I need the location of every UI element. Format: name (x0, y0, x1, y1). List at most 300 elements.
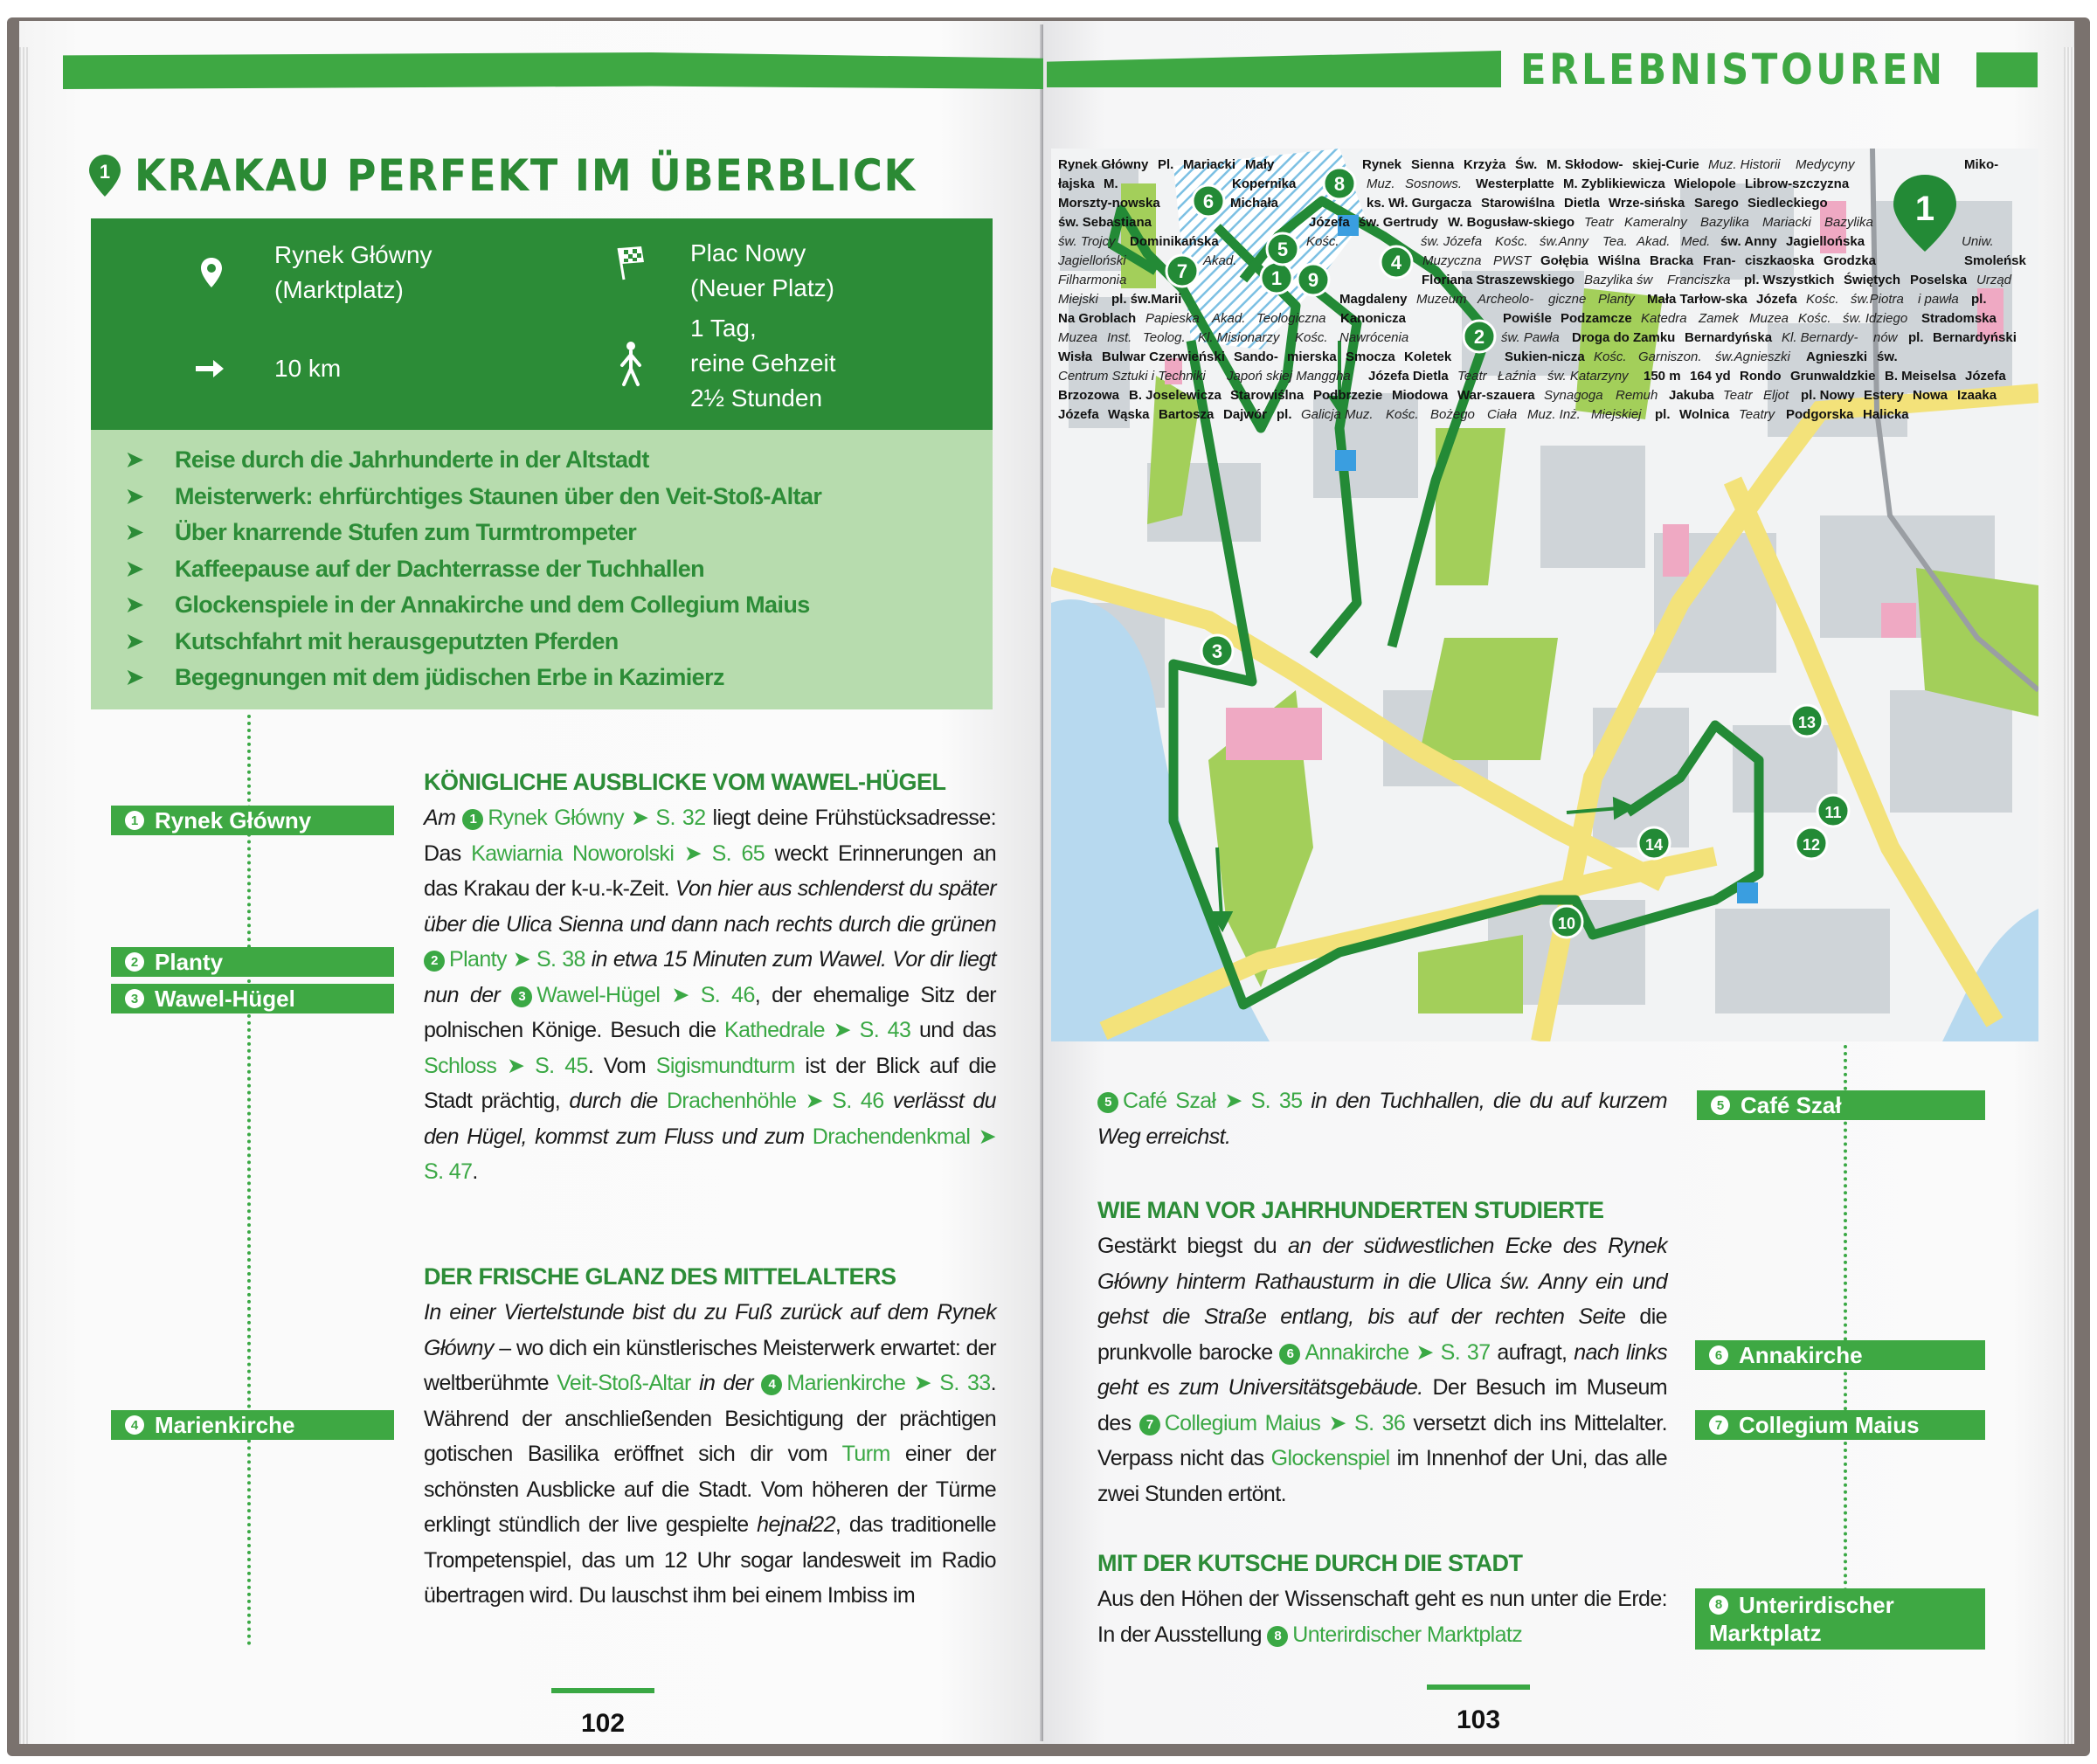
info-icon (1737, 882, 1758, 903)
page-ref[interactable]: ➤ S. 47 (424, 1124, 996, 1184)
map-label: B. Meiselsa (1885, 369, 1956, 384)
bullet-arrow-icon: ➤ (126, 593, 143, 618)
map-label: Mariacki (1762, 215, 1811, 230)
text-run: verlässt du den Hügel, kommst zum Fluss und zum (424, 1089, 996, 1149)
text-run: Der Besuch im Museum des (1097, 1375, 1667, 1435)
map-label: Muz. (1367, 176, 1395, 191)
map-label: św.Anny (1540, 234, 1588, 249)
map-label: Podzamcze (1561, 311, 1632, 326)
stop-number-icon: 3 (511, 986, 532, 1007)
map-label: Bożego (1430, 407, 1475, 422)
map-label: Jagielloński (1058, 253, 1126, 268)
route-dotted-line (1844, 1045, 1847, 1606)
map-label: Kopernika (1232, 176, 1297, 191)
map-label: Podbrzezie (1313, 388, 1383, 403)
map-label: Urząd (1976, 273, 2012, 287)
page-ref[interactable]: ➤ S. 36 (1320, 1410, 1406, 1435)
map-label: Muzyczna (1422, 253, 1482, 268)
highlight-text: Kaffeepause auf der Dachterrasse der Tuchhallen (175, 555, 705, 582)
map-stop-number: 14 (1644, 836, 1664, 854)
side-label-annakirche (1695, 1340, 1985, 1370)
map-label: pl. (1277, 407, 1292, 422)
map-stop-marker-8[interactable] (1324, 168, 1355, 199)
text-run: an der südwestlichen Ecke des Rynek Główny hinterm Rathausturm in die Ulica św. Anny ein und gehst die Straße entlang, bis auf der rechten Seite (1097, 1234, 1667, 1329)
section-heading: DER FRISCHE GLANZ DES MITTELALTERS (424, 1263, 896, 1290)
map-label: Zamek (1699, 311, 1739, 326)
checkered-flag-icon (612, 243, 647, 278)
map-label: św. (1877, 349, 1898, 364)
map-label: pl. (1971, 292, 1987, 307)
section-body (424, 1295, 996, 1614)
map-stop-number: 2 (1473, 326, 1485, 348)
map-label: mierska (1287, 349, 1337, 364)
link-rynek-glowny[interactable]: Rynek Główny (488, 806, 625, 830)
link-drachendenkmal[interactable]: Drachendenkmal (812, 1124, 971, 1149)
text-run: die prunkvolle barocke (1097, 1304, 1667, 1365)
map-stop-number: 8 (1333, 173, 1346, 195)
page-ref[interactable]: ➤ S. 65 (674, 840, 765, 866)
link-annakirche[interactable]: Annakirche (1305, 1339, 1409, 1365)
map-label: M. Zyblikiewicza (1563, 176, 1665, 191)
walking-person-icon (613, 341, 648, 388)
tour-pin-icon (87, 153, 122, 198)
stop-number-icon: 1 (125, 811, 144, 830)
map-label: giczne (1548, 292, 1587, 307)
map-label: pl. (1655, 407, 1671, 422)
stop-number-icon: 2 (125, 952, 144, 972)
side-label-text: Annakirche (1739, 1341, 1863, 1368)
page-ref[interactable]: ➤ S. 32 (624, 806, 706, 830)
map-label: Józefa (1058, 407, 1099, 422)
map-label: Sukien-nicza (1505, 349, 1585, 364)
map-label: Poselska (1910, 273, 1968, 287)
map-label: Grodzka (1824, 253, 1877, 268)
map-label: Remuh (1616, 388, 1658, 403)
text-run: aufragt, (1490, 1339, 1574, 1365)
map-stop-marker-13[interactable] (1791, 705, 1823, 737)
map-label: Grunwaldzkie (1790, 369, 1876, 384)
map-stop-marker-6[interactable] (1193, 185, 1224, 217)
page-number-text: 102 (580, 1709, 626, 1738)
stop-number-icon: 2 (424, 951, 445, 972)
start-line1: Rynek Główny (274, 241, 433, 268)
map-label: Med. (1681, 234, 1711, 249)
map-label: Krzyża (1464, 157, 1506, 172)
info-distance (274, 351, 341, 386)
map-label: Łaźnia (1498, 369, 1537, 384)
map-label: Teatr (1723, 388, 1753, 403)
map-label: Bulwar Czerwieński (1102, 349, 1225, 364)
link-unterirdischer-marktplatz[interactable]: Unterirdischer Marktplatz (1292, 1622, 1523, 1647)
map-stop-marker-11[interactable] (1817, 795, 1849, 827)
highlight-item (126, 479, 993, 515)
map-label: pl. św.Marii (1111, 292, 1182, 307)
page-number-right (1426, 1684, 1531, 1735)
map-label: św. Anny (1720, 234, 1777, 249)
page-ref[interactable]: ➤ S. 45 (496, 1053, 588, 1078)
bullet-arrow-icon: ➤ (126, 448, 143, 473)
text-run: Gestärkt biegst du (1097, 1234, 1288, 1258)
map-label: Brzozowa (1058, 388, 1120, 403)
map-label: św. Katarzyny (1547, 369, 1629, 384)
map-stop-marker-4[interactable] (1381, 246, 1412, 278)
link-turm[interactable]: Turm (841, 1442, 890, 1466)
bullet-arrow-icon: ➤ (126, 557, 143, 581)
map-label: św. Gertrudy (1359, 215, 1439, 230)
text-run: Aus den Höhen der Wissenschaft geht es nun unter die Erde: In der Ausstellung (1097, 1587, 1667, 1647)
map-stop-number: 4 (1390, 252, 1402, 273)
map-label: skiej-Curie (1632, 157, 1699, 172)
highlight-item (126, 587, 993, 624)
duration-line2: reine Gehzeit (690, 349, 836, 377)
stop-number-icon: 6 (1709, 1345, 1728, 1365)
text-run: In einer Viertelstunde bist du zu Fuß zurück auf dem Rynek Główny (424, 1300, 996, 1360)
map-label: Muz. Historii (1708, 157, 1781, 172)
map-stop-number: 5 (1277, 239, 1289, 260)
text-run: . (472, 1159, 478, 1184)
map-label: Kośc. (1295, 330, 1328, 345)
map-label: Teatry (1739, 407, 1775, 422)
map-stop-number: 9 (1307, 269, 1319, 291)
side-label-text: Marktplatz (1709, 1620, 1822, 1646)
map-label: Teatr (1584, 215, 1614, 230)
map-stop-marker-12[interactable] (1796, 827, 1827, 859)
highlight-item (126, 515, 993, 551)
map-label: Magdaleny (1339, 292, 1408, 307)
map-label: Pl. (1158, 157, 1174, 172)
map-label: Koletek (1404, 349, 1452, 364)
map-stop-number: 13 (1797, 714, 1817, 731)
text-run: im Innenhof der Uni, das alle zwei Stunden ertönt. (1097, 1446, 1667, 1506)
map-label: łajska (1058, 176, 1095, 191)
map-label: Bazylika (1824, 215, 1873, 230)
location-pin-icon (194, 255, 229, 290)
duration-line3: 2½ Stunden (690, 384, 823, 412)
map-label: PWST (1493, 253, 1532, 268)
map-label: Michała (1230, 196, 1279, 211)
side-label-marienkirche (111, 1410, 394, 1440)
side-label-planty (111, 947, 394, 977)
page-number-text: 103 (1456, 1705, 1501, 1734)
link-cafe-szal[interactable]: Café Szał (1123, 1089, 1216, 1113)
map-label: Rynek (1362, 157, 1402, 172)
map-label: Agnieszki (1806, 349, 1868, 364)
highlight-item (126, 660, 993, 696)
page-number-bar (551, 1688, 654, 1693)
map-stop-marker-10[interactable] (1551, 906, 1582, 937)
map-label: Wiślna (1598, 253, 1641, 268)
map-label: Józefa (1965, 369, 2006, 384)
map-label: Wolnica (1679, 407, 1730, 422)
map-label: Bazylika św (1584, 273, 1653, 287)
link-veit-stoss-altar[interactable]: Veit-Stoß-Altar (557, 1371, 691, 1395)
stop-number-icon: 4 (761, 1374, 782, 1395)
map-label: Muzeum (1416, 292, 1467, 307)
map-label: Droga do Zamku (1572, 330, 1676, 345)
map-label: Wisła (1058, 349, 1093, 364)
route-dotted-line (247, 715, 251, 1646)
map-stop-number: 10 (1557, 915, 1576, 932)
map-label: Synagoga (1544, 388, 1603, 403)
map-label: Smoleńsk (1964, 253, 2026, 268)
map-label: Morszty-nowska (1058, 196, 1160, 211)
highlight-text: Reise durch die Jahrhunderte in der Altstadt (175, 446, 649, 474)
map-label: Akad. (1637, 234, 1671, 249)
stop-number-icon: 6 (1279, 1344, 1300, 1365)
page-edge (19, 47, 30, 1744)
link-glockenspiel[interactable]: Glockenspiel (1270, 1446, 1390, 1470)
map-label: Kośc. (1386, 407, 1419, 422)
map-label: Kameralny (1624, 215, 1687, 230)
page-number-bar (1427, 1684, 1530, 1690)
map-label: św. Trojcy (1058, 234, 1116, 249)
page-ref[interactable]: ➤ S. 46 (660, 982, 755, 1007)
text-run: . Während der anschließenden Besichtigung der prächtigen gotischen Basilika eröffnet sich dir vom (424, 1371, 996, 1466)
map-label: M. (1104, 176, 1118, 191)
map-label: Rynek Główny (1058, 157, 1149, 172)
stop-number-icon: 8 (1709, 1595, 1728, 1615)
map-label: Jakuba (1669, 388, 1714, 403)
map-label: Uniw. (1962, 234, 1994, 249)
text-run: hejnał22 (757, 1512, 835, 1537)
highlight-text: Begegnungen mit dem jüdischen Erbe in Kazimierz (175, 664, 724, 691)
map-label: Muzea (1058, 330, 1098, 345)
map-stop-marker-9[interactable] (1298, 264, 1329, 295)
text-run: ist der Blick auf die Stadt prächtig, (424, 1053, 997, 1113)
map-label: Miejski (1058, 292, 1098, 307)
map-label: Dajwór (1223, 407, 1268, 422)
map-label: Fran- (1703, 253, 1736, 268)
text-run: nach links geht es zum Universitätsgebäude. (1097, 1339, 1667, 1400)
section-2 (424, 1258, 996, 1614)
map-label: Podgorska (1786, 407, 1854, 422)
map-label: Tea. (1602, 234, 1628, 249)
map-label: Miejskiej (1591, 407, 1642, 422)
map-label: Centrum Sztuki i Techniki (1058, 369, 1206, 384)
map-label: Starowiślna (1481, 196, 1555, 211)
info-start (274, 238, 433, 308)
page-ref[interactable]: ➤ S. 35 (1215, 1089, 1303, 1113)
page-ref[interactable]: ➤ S. 37 (1408, 1339, 1491, 1365)
map-label: pl. Wszystkich (1744, 273, 1835, 287)
bullet-arrow-icon: ➤ (126, 521, 143, 545)
map-label: Estery (1864, 388, 1904, 403)
map-label: Miodowa (1392, 388, 1449, 403)
map-label: pl. Nowy (1801, 388, 1855, 403)
map-label: Sando- (1234, 349, 1278, 364)
text-run: – wo dich ein künstlerisches Meisterwerk erwartet: der weltberühmte (424, 1335, 996, 1395)
map-svg (1051, 149, 2038, 1041)
map-label: Halicka (1863, 407, 1909, 422)
section-0-continued (1097, 1083, 1667, 1154)
map-label: Kośc. (1806, 292, 1839, 307)
page-ref[interactable]: ➤ S. 33 (905, 1371, 991, 1395)
text-run: , das traditionelle Trompetenspiel, das um 12 Uhr sogar landesweit im Radio übertragen wird. Du lauschst ihm bei einem Imbiss im (424, 1512, 996, 1608)
map-stop-number: 7 (1176, 260, 1188, 282)
map-label: Muz. Inż. (1527, 407, 1581, 422)
highlight-text: Meisterwerk: ehrfürchtiges Staunen über den Veit-Stoß-Altar (175, 482, 822, 509)
arrow-right-icon (192, 351, 227, 386)
highlight-item (126, 442, 993, 479)
map-stop-number: 11 (1824, 804, 1842, 821)
link-planty[interactable]: Planty (449, 947, 507, 972)
map-scale-label: 164 yd (1690, 369, 1731, 384)
top-band-right-end (1976, 52, 2038, 87)
map-label: Kanonicza (1340, 311, 1407, 326)
stop-number-icon: 5 (1097, 1092, 1118, 1113)
map-label: Dietla (1564, 196, 1600, 211)
tour-map[interactable] (1051, 149, 2038, 1041)
map-label: Archeolo- (1478, 292, 1534, 307)
text-run: , der ehemalige Sitz der polnischen Könige. Besuch die (424, 982, 996, 1042)
map-label: Smocza (1346, 349, 1395, 364)
map-label: Na Groblach (1058, 311, 1137, 326)
highlight-text: Glockenspiele in der Annakirche und dem Collegium Maius (175, 591, 810, 619)
map-label: Japoń skiej Manggha (1227, 369, 1351, 384)
stop-number-icon: 7 (1139, 1415, 1160, 1435)
section-body (424, 800, 996, 1190)
map-label: Filharmonia (1058, 273, 1127, 287)
map-stop-number: 12 (1802, 836, 1821, 854)
map-label: B. Joselewicza (1129, 388, 1222, 403)
map-label: M. Skłodow- (1547, 157, 1623, 172)
map-label: Siedleckiego (1748, 196, 1828, 211)
map-stop-marker-2[interactable] (1464, 321, 1495, 352)
map-label: Sosnows. (1405, 176, 1463, 191)
map-label: Józefa Dietla (1368, 369, 1449, 384)
map-label: ks. Wł. Gurgacza (1367, 196, 1472, 211)
side-label-text: Rynek Główny (155, 806, 312, 834)
link-kawiarnia[interactable]: Kawiarnia Noworolski (471, 840, 675, 866)
bullet-arrow-icon: ➤ (126, 629, 143, 654)
map-label: Józefa (1756, 292, 1797, 307)
map-label: Wąska (1108, 407, 1150, 422)
side-label-text: Unterirdischer (1739, 1592, 1894, 1618)
map-label: Bazylika (1700, 215, 1749, 230)
map-stop-number: 3 (1211, 640, 1223, 662)
link-wawel[interactable]: Wawel-Hügel (536, 982, 661, 1007)
highlights-list (91, 430, 993, 709)
map-label: Floriana Straszewskiego (1422, 273, 1575, 287)
page-ref[interactable]: ➤ S. 46 (796, 1089, 884, 1113)
text-run: in den Tuchhallen, die du auf kurzem Weg erreichst. (1097, 1089, 1667, 1149)
map-label: Bracka (1650, 253, 1694, 268)
info-duration (690, 311, 836, 416)
map-label: Kośc. (1594, 349, 1627, 364)
section-body (1097, 1083, 1667, 1154)
link-collegium-maius[interactable]: Collegium Maius (1164, 1410, 1321, 1435)
map-label: Kośc. (1495, 234, 1528, 249)
map-stop-marker-1[interactable] (1261, 262, 1292, 294)
side-label-text: Wawel-Hügel (155, 985, 295, 1012)
text-run: Am (424, 806, 463, 830)
map-label: Józefa (1309, 215, 1350, 230)
map-label: Bernardyńska (1685, 330, 1773, 345)
map-label: św. Idziego (1843, 311, 1908, 326)
section-body (1097, 1581, 1667, 1652)
map-label: Akad. (1212, 311, 1246, 326)
page-ref[interactable]: ➤ S. 43 (824, 1018, 911, 1042)
map-label: Sarego (1694, 196, 1739, 211)
map-stop-marker-5[interactable] (1267, 233, 1298, 265)
map-stop-marker-7[interactable] (1166, 255, 1198, 287)
link-schloss[interactable]: Schloss (424, 1053, 497, 1078)
link-marienkirche[interactable]: Marienkirche (786, 1371, 906, 1395)
side-label-text: Planty (155, 948, 224, 975)
map-label: Ciała (1487, 407, 1518, 422)
map-label: Galicja Muz. (1301, 407, 1374, 422)
text-run: Von hier aus schlenderst du später über die Ulica Sienna und dann nach rechts durch die grünen (424, 876, 996, 937)
top-band-left (63, 52, 1043, 89)
map-label: Stradomska (1921, 311, 1997, 326)
highlight-item (126, 624, 993, 661)
page-edge (2064, 47, 2074, 1744)
map-label: W. Bogusław-skiego (1448, 215, 1575, 230)
map-label: Kośc. (1306, 234, 1339, 249)
link-sigismundturm[interactable]: Sigismundturm (655, 1053, 795, 1078)
bullet-arrow-icon: ➤ (126, 484, 143, 508)
map-label: Inst. (1107, 330, 1132, 345)
map-label: Katedra (1641, 311, 1687, 326)
section-heading: KÖNIGLICHE AUSBLICKE VOM WAWEL-HÜGEL (424, 769, 946, 795)
stop-number-icon: 5 (1711, 1096, 1730, 1115)
map-stop-marker-3[interactable] (1201, 635, 1233, 667)
map-label: Dominikańska (1130, 234, 1219, 249)
map-label: Św. (1515, 157, 1538, 172)
map-label: Świętych (1844, 273, 1901, 287)
text-run: durch die (569, 1089, 667, 1113)
side-label-rynek (111, 806, 394, 835)
map-label: ciszkaoska (1745, 253, 1815, 268)
stop-number-icon: 4 (125, 1415, 144, 1435)
side-label-text: Café Szał (1741, 1091, 1842, 1118)
map-stop-number: 6 (1202, 190, 1215, 212)
end-line1: Plac Nowy (690, 239, 806, 266)
start-line2: (Marktplatz) (274, 276, 404, 303)
map-label: Gołębia (1540, 253, 1589, 268)
map-label: Sienna (1411, 157, 1455, 172)
map-label: Franciszka (1667, 273, 1731, 287)
map-label: Teolog. (1143, 330, 1186, 345)
map-label: Powiśle (1503, 311, 1552, 326)
text-run: versetzt dich ins Mittelalter. Verpass nicht das (1097, 1410, 1667, 1470)
map-label: Starowiślna (1230, 388, 1305, 403)
link-kathedrale[interactable]: Kathedrale (724, 1018, 825, 1042)
map-label: nów (1873, 330, 1898, 345)
map-label: św.Piotra (1851, 292, 1904, 307)
link-drachenhoehle[interactable]: Drachenhöhle (666, 1089, 797, 1113)
page-ref[interactable]: ➤ S. 38 (506, 947, 585, 972)
map-label: Bartosza (1159, 407, 1215, 422)
map-label: Nawrócenia (1339, 330, 1409, 345)
bullet-arrow-icon: ➤ (126, 666, 143, 690)
map-label: św. Pawła (1501, 330, 1560, 345)
text-run: liegt deine Frühstücksadresse: Das (424, 806, 996, 866)
map-stop-marker-14[interactable] (1638, 827, 1670, 859)
section-4 (1097, 1545, 1667, 1652)
map-label: Mariacki (1183, 157, 1236, 172)
map-label: Garniszon. (1638, 349, 1702, 364)
side-label-collegium-maius (1695, 1410, 1985, 1440)
map-label: pl. (1908, 330, 1924, 345)
section-1 (424, 764, 996, 1190)
map-label: Eljot (1763, 388, 1789, 403)
map-label: Rondo (1740, 369, 1782, 384)
map-label: Kl. Bernardy- (1782, 330, 1858, 345)
duration-line1: 1 Tag, (690, 315, 757, 342)
stop-number-icon: 8 (1267, 1626, 1288, 1647)
section-heading: WIE MAN VOR JAHRHUNDERTEN STUDIERTE (1097, 1197, 1604, 1223)
